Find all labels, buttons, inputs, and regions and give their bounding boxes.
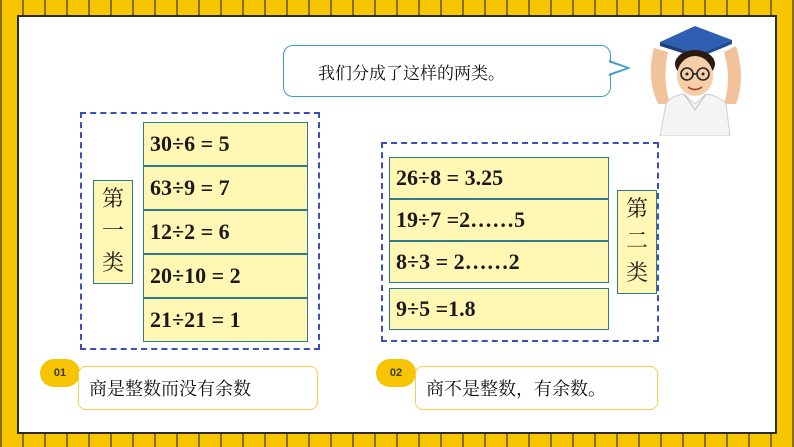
group-one-label-char: 一 bbox=[101, 219, 124, 245]
note-two bbox=[415, 366, 658, 410]
note-one bbox=[78, 366, 318, 410]
group-two-label-char: 二 bbox=[625, 229, 648, 255]
boy-with-book-illustration bbox=[640, 18, 750, 136]
group-two-equation: 26÷8 = 3.25 bbox=[389, 157, 609, 199]
group-one-label-char: 类 bbox=[101, 250, 124, 276]
speech-bubble-tail bbox=[609, 60, 631, 76]
group-two-label bbox=[617, 190, 657, 294]
group-one-equation: 12÷2 = 6 bbox=[143, 210, 308, 254]
group-two-label-char: 第 bbox=[625, 197, 648, 223]
speech-bubble bbox=[283, 45, 611, 97]
group-one-equation: 20÷10 = 2 bbox=[143, 254, 308, 298]
note-two-text: 商不是整数，有余数。 bbox=[426, 379, 606, 400]
speech-text: 我们分成了这样的两类。 bbox=[318, 63, 505, 84]
note-one-text: 商是整数而没有余数 bbox=[89, 379, 251, 400]
group-two-label-char: 类 bbox=[625, 260, 648, 286]
group-two-equation: 19÷7 =2……5 bbox=[389, 199, 609, 241]
group-two-equation: 9÷5 =1.8 bbox=[389, 288, 609, 330]
note-badge-02: 02 bbox=[376, 359, 416, 387]
group-one-equation: 30÷6 = 5 bbox=[143, 122, 308, 166]
group-one-equation: 63÷9 = 7 bbox=[143, 166, 308, 210]
group-one-label bbox=[93, 180, 133, 284]
group-two-equation: 8÷3 = 2……2 bbox=[389, 241, 609, 283]
note-badge-01: 01 bbox=[40, 359, 80, 387]
group-one-label-char: 第 bbox=[101, 187, 124, 213]
group-one-equation: 21÷21 = 1 bbox=[143, 298, 308, 342]
